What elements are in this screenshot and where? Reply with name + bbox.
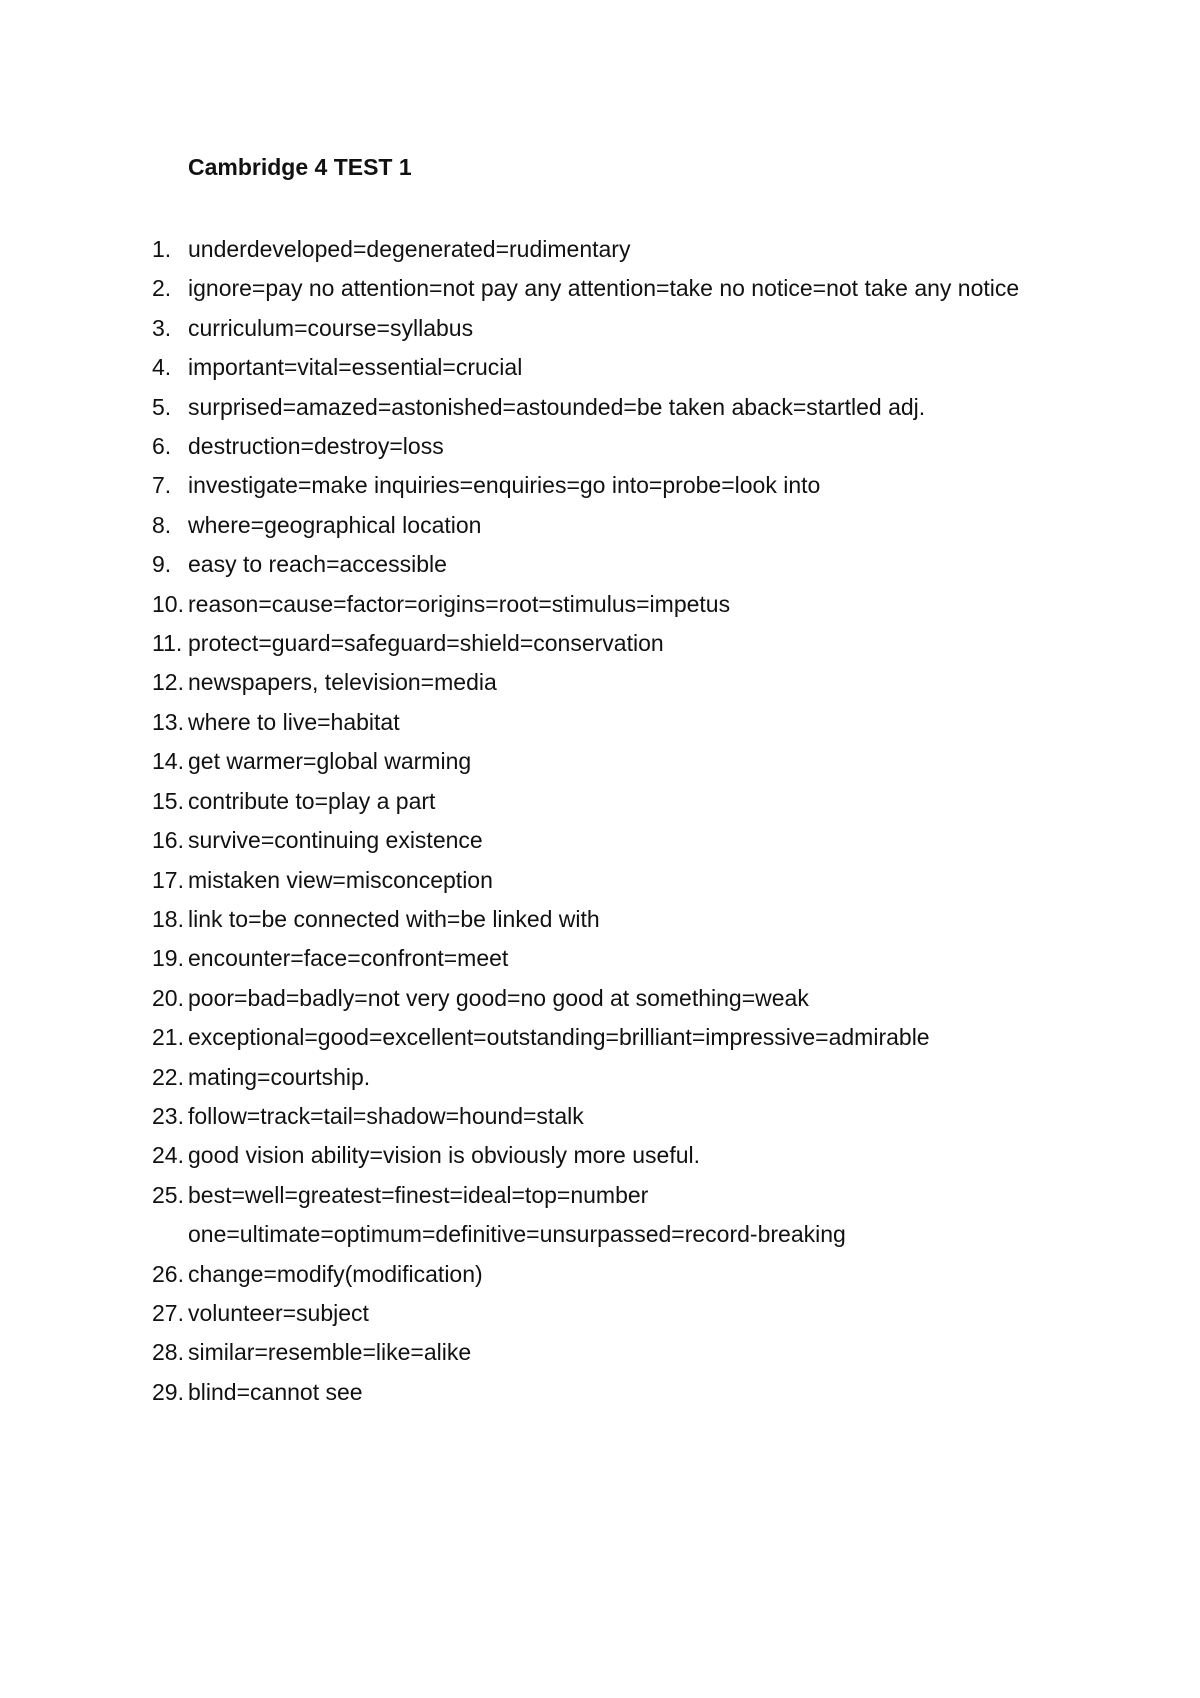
list-item-text: contribute to=play a part (188, 787, 436, 814)
list-item (152, 506, 1072, 545)
list-item (152, 348, 1072, 387)
list-item (152, 1176, 1072, 1255)
list-item-number: 23. (152, 1102, 184, 1129)
list-item-text: investigate=make inquiries=enquiries=go into=probe=look into (188, 472, 821, 499)
list-item-text: follow=track=tail=shadow=hound=stalk (188, 1102, 584, 1129)
list-item-text: curriculum=course=syllabus (188, 314, 474, 341)
list-item-text: surprised=amazed=astonished=astounded=be taken aback=startled adj. (188, 393, 926, 420)
list-item-text: ignore=pay no attention=not pay any attention=take no notice=not take any notice (188, 275, 1020, 302)
list-item (152, 742, 1072, 781)
list-item-text: change=modify(modification) (188, 1260, 483, 1287)
list-item-text: important=vital=essential=crucial (188, 354, 523, 381)
list-item-text: volunteer=subject (188, 1299, 369, 1326)
list-item-number: 2. (152, 275, 172, 302)
list-item-text: easy to reach=accessible (188, 551, 447, 578)
list-item-number: 19. (152, 945, 184, 972)
list-item-number: 15. (152, 787, 184, 814)
list-item-number: 8. (152, 511, 172, 538)
list-item-text: best=well=greatest=finest=ideal=top=number one=ultimate=optimum=definitive=unsurpassed=record-breaking (188, 1181, 846, 1248)
list-item-text: underdeveloped=degenerated=rudimentary (188, 236, 631, 262)
list-item (152, 1294, 1072, 1333)
list-item (152, 1058, 1072, 1097)
list-item (152, 900, 1072, 939)
list-item-number: 5. (152, 393, 172, 420)
list-item-number: 22. (152, 1063, 184, 1090)
list-item (152, 1255, 1072, 1294)
list-item (152, 1097, 1072, 1136)
list-item-number: 1. (152, 236, 172, 262)
list-item (152, 821, 1072, 860)
list-item (152, 585, 1072, 624)
list-item-text: similar=resemble=like=alike (188, 1339, 472, 1366)
list-item-text: poor=bad=badly=not very good=no good at something=weak (188, 984, 809, 1011)
list-item-text: mating=courtship. (188, 1063, 371, 1090)
list-item-text: survive=continuing existence (188, 827, 483, 854)
list-item (152, 861, 1072, 900)
list-item-number: 17. (152, 866, 184, 893)
document-title: Cambridge 4 TEST 1 (188, 154, 412, 180)
list-item-number: 11. (152, 630, 183, 657)
list-item (152, 624, 1072, 663)
list-item-text: blind=cannot see (188, 1378, 363, 1405)
list-item-text: get warmer=global warming (188, 748, 472, 775)
list-item (152, 230, 1072, 269)
list-item-number: 6. (152, 433, 172, 460)
list-item-text: newspapers, television=media (188, 669, 497, 696)
list-item-number: 14. (152, 748, 184, 775)
list-item (152, 782, 1072, 821)
list-item-number: 18. (152, 905, 184, 932)
list-item-number: 21. (152, 1024, 184, 1051)
list-item (152, 545, 1072, 584)
list-item-number: 13. (152, 708, 184, 735)
list-item (152, 388, 1072, 427)
list-item (152, 309, 1072, 348)
list-item (152, 427, 1072, 466)
list-item (152, 1136, 1072, 1175)
list-item-number: 4. (152, 354, 172, 381)
list-item (152, 663, 1072, 702)
vocabulary-list (152, 230, 1072, 1412)
list-item-text: where to live=habitat (188, 708, 400, 735)
list-item-text: reason=cause=factor=origins=root=stimulus=impetus (188, 590, 731, 617)
list-item-number: 16. (152, 827, 184, 854)
list-item-text: protect=guard=safeguard=shield=conservation (188, 630, 664, 657)
list-item (152, 1018, 1072, 1057)
list-item (152, 703, 1072, 742)
list-item-number: 3. (152, 314, 172, 341)
list-item-number: 20. (152, 984, 184, 1011)
list-item-text: exceptional=good=excellent=outstanding=brilliant=impressive=admirable (188, 1024, 930, 1051)
list-item (152, 1373, 1072, 1412)
list-item-text: destruction=destroy=loss (188, 433, 444, 460)
list-item (152, 466, 1072, 505)
list-item-text: where=geographical location (188, 511, 482, 538)
list-item (152, 979, 1072, 1018)
list-item-number: 29. (152, 1378, 184, 1405)
list-item-number: 9. (152, 551, 172, 578)
list-item-text: good vision ability=vision is obviously more useful. (188, 1142, 701, 1169)
list-item-number: 28. (152, 1339, 184, 1366)
list-item-number: 7. (152, 472, 172, 499)
list-item (152, 939, 1072, 978)
list-item-text: encounter=face=confront=meet (188, 945, 509, 972)
list-item-number: 27. (152, 1299, 184, 1326)
list-item-number: 12. (152, 669, 184, 696)
list-item-text: link to=be connected with=be linked with (188, 905, 600, 932)
list-item (152, 1333, 1072, 1372)
list-item-number: 26. (152, 1260, 184, 1287)
list-item-number: 24. (152, 1142, 184, 1169)
list-item-number: 25. (152, 1181, 184, 1208)
list-item (152, 269, 1072, 308)
list-item-number: 10. (152, 590, 184, 617)
list-item-text: mistaken view=misconception (188, 866, 493, 893)
